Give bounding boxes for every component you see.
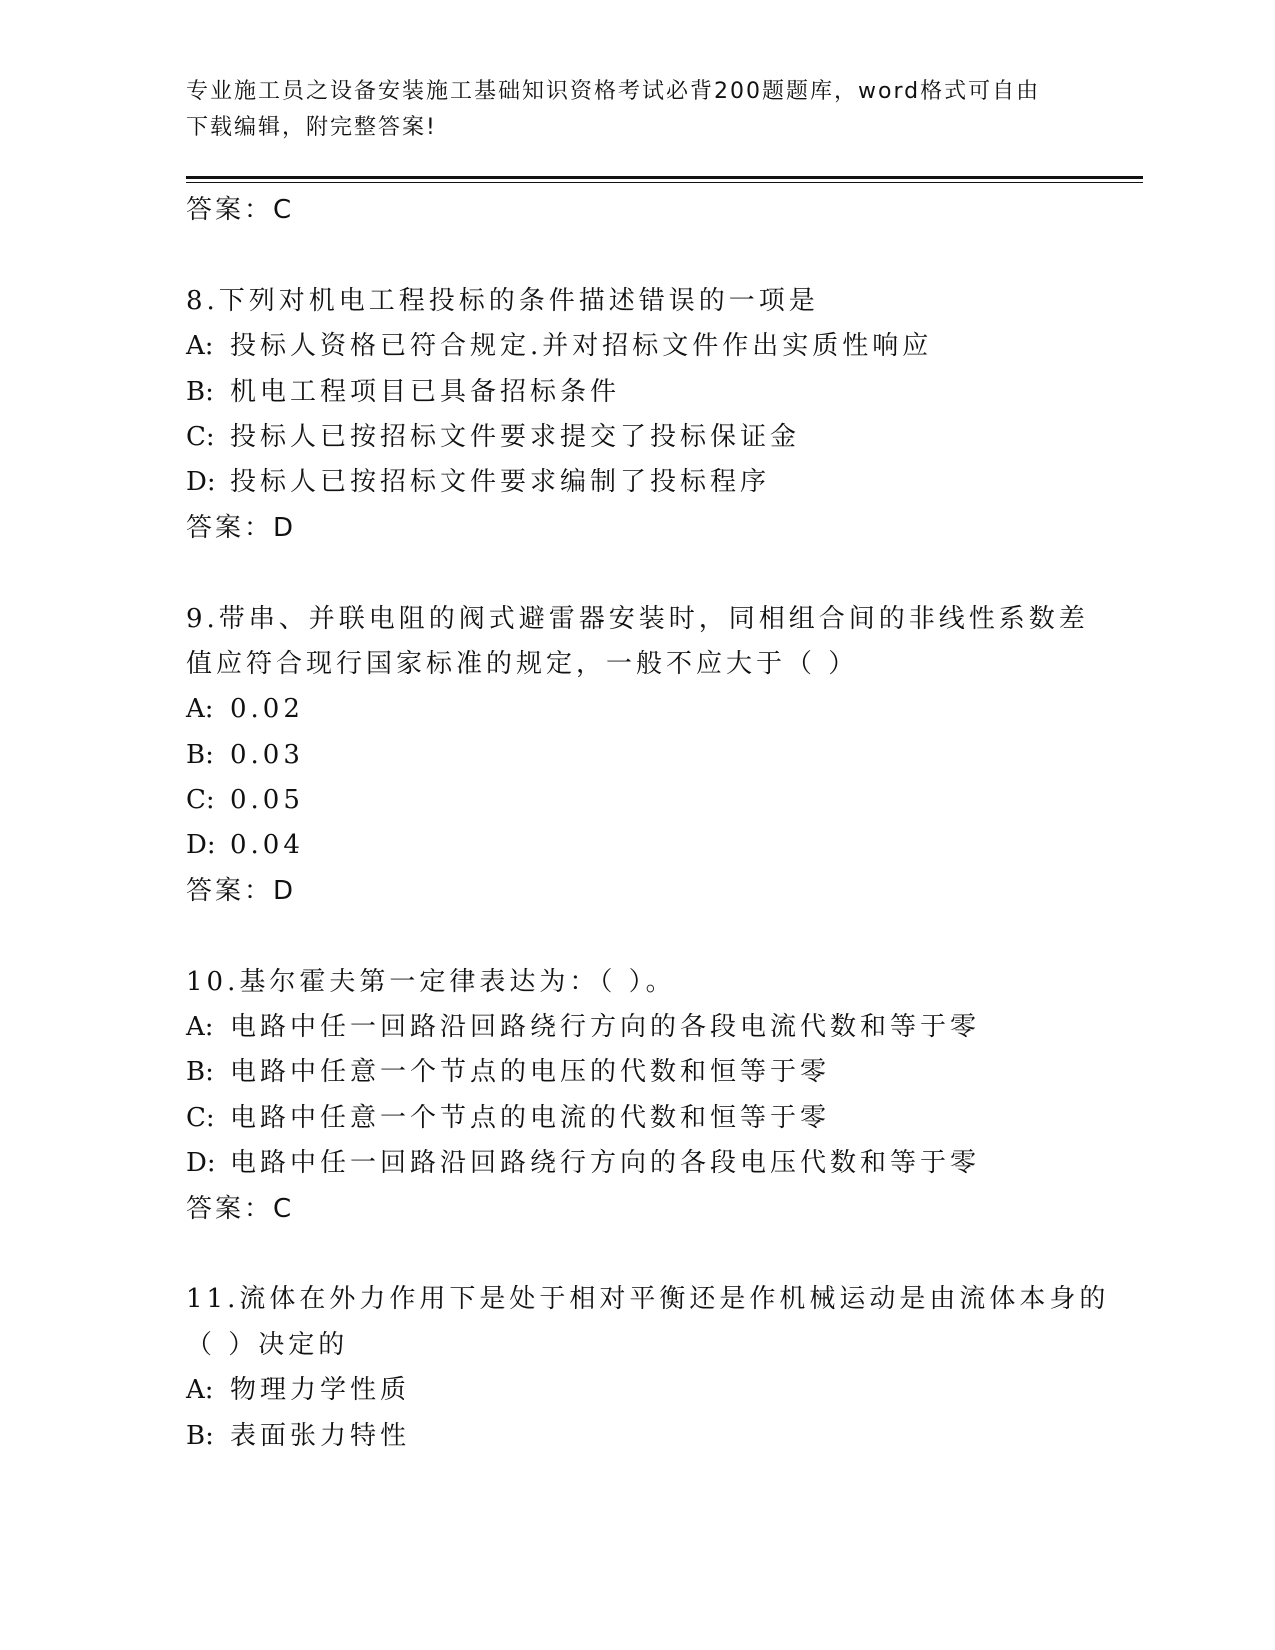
header-line-1: 专业施工员之设备安装施工基础知识资格考试必背200题题库，word格式可自由 <box>186 79 1041 104</box>
option-label: B: <box>186 376 214 407</box>
option-text: 电路中任一回路沿回路绕行方向的各段电流代数和等于零 <box>230 1012 981 1043</box>
option-row <box>186 1141 1126 1186</box>
question-spacer <box>186 233 1126 278</box>
option-text: 电路中任一回路沿回路绕行方向的各段电压代数和等于零 <box>230 1148 981 1179</box>
option-text: 投标人资格已符合规定.并对招标文件作出实质性响应 <box>230 331 933 362</box>
option-label: A: <box>186 1012 214 1043</box>
option-label: A: <box>186 1375 214 1406</box>
question-stem: 9.带串、并联电阻的阀式避雷器安装时，同相组合间的非线性系数差 <box>186 603 1089 634</box>
option-text: 物理力学性质 <box>230 1375 411 1406</box>
question-stem: （ ）决定的 <box>186 1329 349 1360</box>
question-spacer <box>186 1232 1126 1277</box>
header-rule-thick <box>186 176 1143 179</box>
option-text: 机电工程项目已具备招标条件 <box>230 376 621 407</box>
option-label: D: <box>186 467 216 498</box>
option-text: 投标人已按招标文件要求编制了投标程序 <box>230 467 771 498</box>
option-row <box>186 1414 1126 1459</box>
option-row <box>186 733 1126 778</box>
option-text: 表面张力特性 <box>230 1420 411 1451</box>
answer-line: 答案：D <box>186 875 297 906</box>
question-block <box>186 1277 1126 1459</box>
option-text: 0.02 <box>230 694 304 725</box>
option-text: 0.04 <box>230 830 304 861</box>
option-label: B: <box>186 739 214 770</box>
option-label: D: <box>186 830 216 861</box>
question-block <box>186 960 1126 1232</box>
question-stem: 10.基尔霍夫第一定律表达为：（ ）。 <box>186 966 676 997</box>
option-label: D: <box>186 1148 216 1179</box>
question-list <box>186 188 1126 1459</box>
option-text: 电路中任意一个节点的电压的代数和恒等于零 <box>230 1057 831 1088</box>
option-row <box>186 1050 1126 1095</box>
option-label: A: <box>186 331 214 362</box>
option-text: 0.05 <box>230 785 304 816</box>
option-label: B: <box>186 1057 214 1088</box>
question-block <box>186 597 1126 915</box>
option-row <box>186 1368 1126 1413</box>
answer-line: 答案：C <box>186 1193 295 1224</box>
header-rule-thin <box>186 182 1143 183</box>
option-row <box>186 823 1126 868</box>
option-label: A: <box>186 694 214 725</box>
question-stem: 值应符合现行国家标准的规定，一般不应大于（ ） <box>186 648 859 679</box>
question-stem: 11.流体在外力作用下是处于相对平衡还是作机械运动是由流体本身的 <box>186 1284 1110 1315</box>
question-spacer <box>186 914 1126 959</box>
option-text: 电路中任意一个节点的电流的代数和恒等于零 <box>230 1102 831 1133</box>
option-row <box>186 324 1126 369</box>
option-text: 投标人已按招标文件要求提交了投标保证金 <box>230 421 801 452</box>
answer-line: 答案：C <box>186 195 295 225</box>
option-label: C: <box>186 785 215 816</box>
question-block <box>186 279 1126 551</box>
option-row <box>186 370 1126 415</box>
option-row <box>186 1096 1126 1141</box>
option-row <box>186 460 1126 505</box>
answer-line: 答案：D <box>186 512 297 543</box>
question-spacer <box>186 551 1126 596</box>
question-stem: 8.下列对机电工程投标的条件描述错误的一项是 <box>186 285 819 316</box>
header-line-2: 下载编辑，附完整答案! <box>186 115 437 140</box>
option-row <box>186 778 1126 823</box>
document-header <box>186 74 1066 146</box>
option-text: 0.03 <box>230 739 304 770</box>
option-row <box>186 1005 1126 1050</box>
option-row <box>186 687 1126 732</box>
option-label: C: <box>186 1102 215 1133</box>
option-label: B: <box>186 1420 214 1451</box>
option-row <box>186 415 1126 460</box>
option-label: C: <box>186 421 215 452</box>
